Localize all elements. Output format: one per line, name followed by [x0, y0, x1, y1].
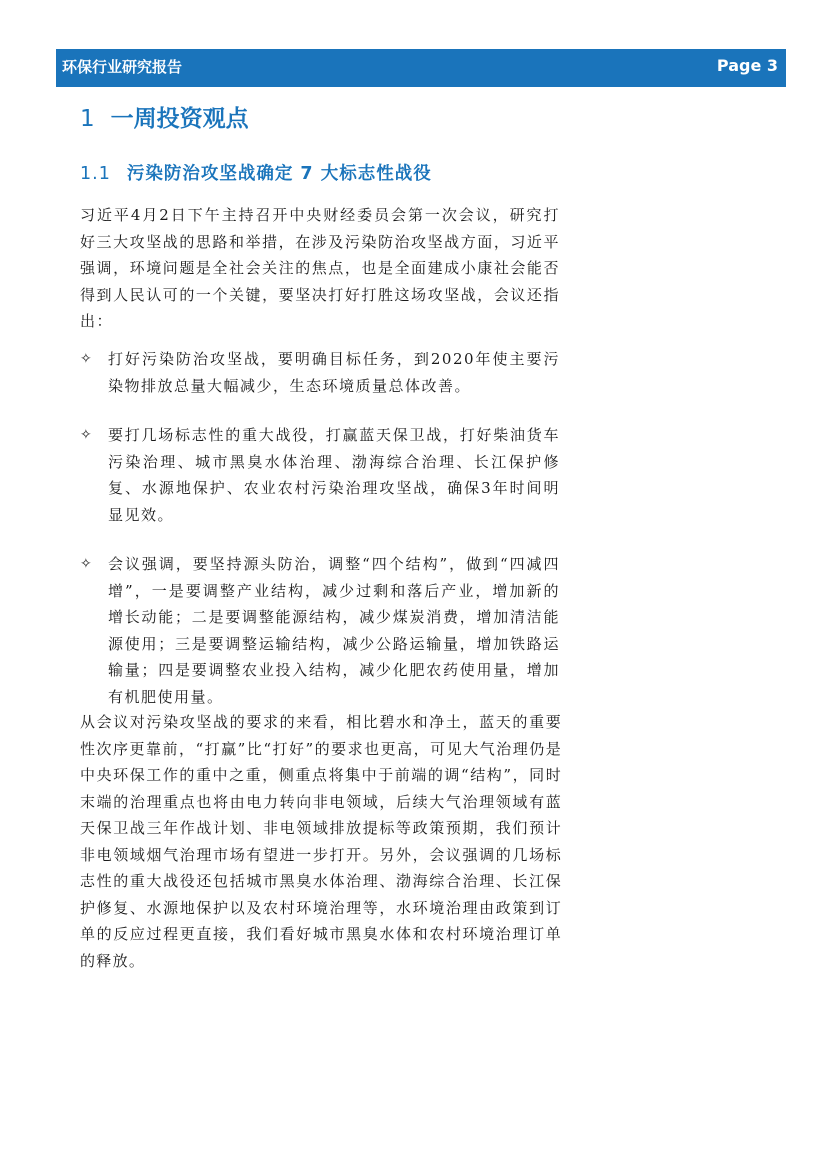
list-item: [80, 346, 560, 399]
diamond-bullet-icon: ✧: [80, 351, 92, 367]
diamond-bullet-icon: ✧: [80, 556, 92, 572]
subsection-heading: [80, 162, 432, 186]
subsection-number: 1.1: [80, 164, 111, 184]
subsection-title: 污染防治攻坚战确定 7 大标志性战役: [126, 164, 432, 184]
list-item: [80, 551, 560, 710]
section-number: 1: [80, 106, 95, 132]
report-header-bar: [56, 49, 786, 87]
list-item: [80, 422, 560, 528]
list-item-text: 会议强调，要坚持源头防治，调整“四个结构”，做到“四减四增”，一是要调整产业结构，减少过剩和落后产业，增加新的增长动能；二是要调整能源结构，减少煤炭消费，增加清洁能源使用；三是要调整运输结构，减少公路运输量，增加铁路运输量；四是要调整农业投入结构，减少化肥农药使用量，增加有机肥使用量。: [108, 555, 560, 706]
intro-paragraph: 习近平4月2日下午主持召开中央财经委员会第一次会议，研究打好三大攻坚战的思路和举措，在涉及污染防治攻坚战方面，习近平强调，环境问题是全社会关注的焦点，也是全面建成小康社会能否得到人民认可的一个关键，要坚决打好打胜这场攻坚战，会议还指出：: [80, 206, 560, 330]
section-heading: [80, 104, 249, 134]
conclusion-paragraph: 从会议对污染攻坚战的要求的来看，相比碧水和净土，蓝天的重要性次序更靠前，“打赢”比“打好”的要求也更高，可见大气治理仍是中央环保工作的重中之重，侧重点将集中于前端的调“结构”，同时末端的治理重点也将由电力转向非电领域，后续大气治理领域有蓝天保卫战三年作战计划、非电领域排放提标等政策预期，我们预计非电领域烟气治理市场有望进一步打开。另外，会议强调的几场标志性的重大战役还包括城市黑臭水体治理、渤海综合治理、长江保护修复、水源地保护以及农村环境治理等，水环境治理由政策到订单的反应过程更直接，我们看好城市黑臭水体和农村环境治理订单的释放。: [80, 713, 562, 970]
section-title: 一周投资观点: [110, 106, 249, 132]
report-title: 环保行业研究报告: [62, 58, 183, 76]
list-item-text: 要打几场标志性的重大战役，打赢蓝天保卫战，打好柴油货车污染治理、城市黑臭水体治理、渤海综合治理、长江保护修复、水源地保护、农业农村污染治理攻坚战，确保3年时间明显见效。: [108, 426, 560, 524]
list-item-text: 打好污染防治攻坚战，要明确目标任务，到2020年使主要污染物排放总量大幅减少，生态环境质量总体改善。: [108, 350, 560, 395]
bullet-list: [80, 346, 560, 733]
page-number: Page 3: [716, 56, 778, 75]
diamond-bullet-icon: ✧: [80, 427, 92, 443]
